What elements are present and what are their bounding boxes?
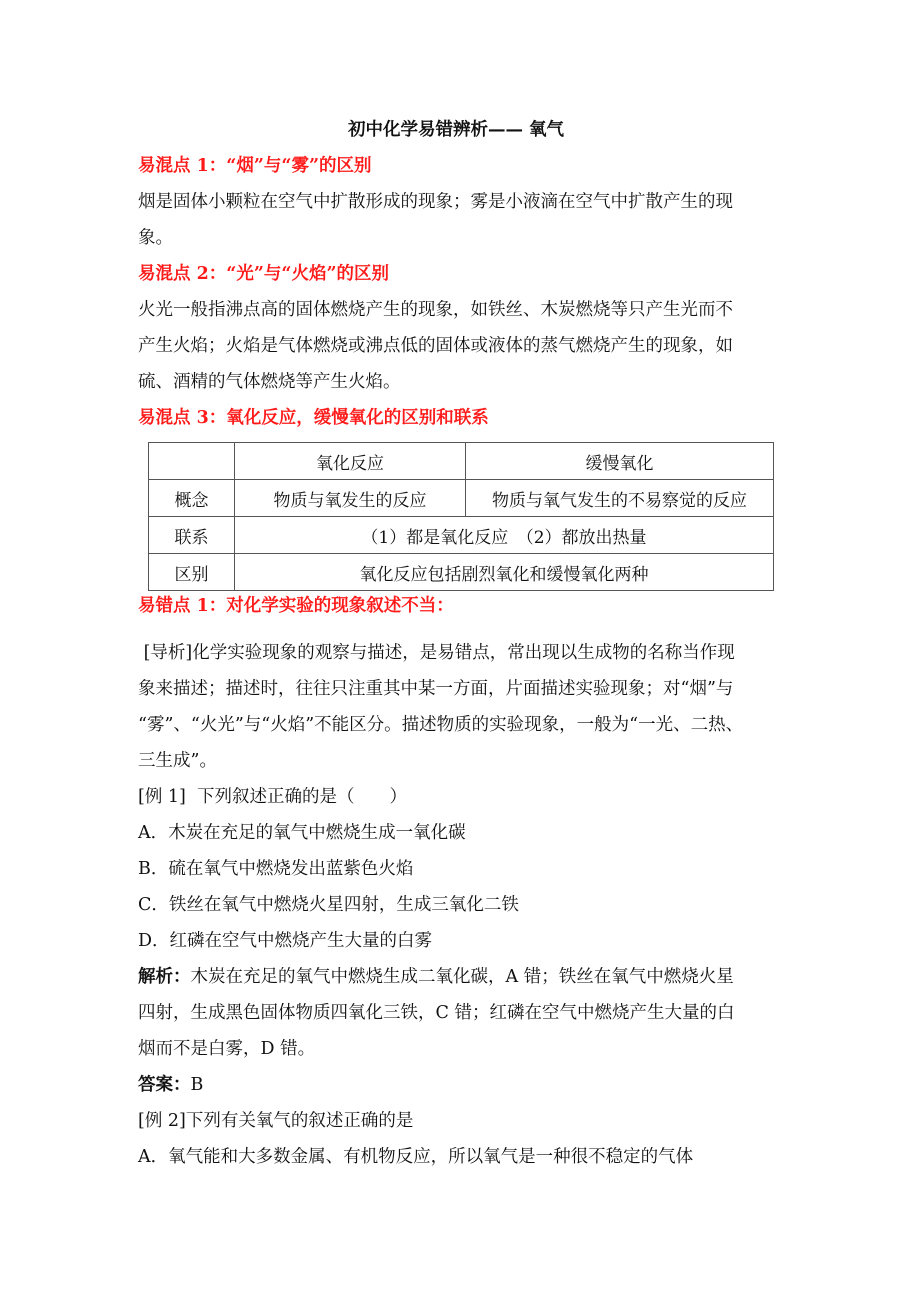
paragraph-line: [导析]化学实验现象的观察与描述，是易错点，常出现以生成物的名称当作现	[138, 643, 735, 663]
example-question: [例 1] 下列叙述正确的是（ ）	[138, 787, 407, 807]
table-cell: 物质与氧气发生的不易察觉的反应	[466, 480, 774, 517]
option-a: A．氧气能和大多数金属、有机物反应，所以氧气是一种很不稳定的气体	[138, 1147, 694, 1167]
table-row	[149, 554, 774, 591]
section-heading: 易错点 1：对化学实验的现象叙述不当：	[138, 596, 454, 616]
table-row	[149, 517, 774, 554]
row-label: 概念	[149, 480, 235, 517]
table-header-row	[149, 443, 774, 480]
paragraph-line: 三生成”。	[138, 751, 217, 771]
paragraph-line: 象来描述；描述时，往往只注重其中某一方面，片面描述实验现象；对“烟”与	[138, 679, 734, 699]
row-label: 区别	[149, 554, 235, 591]
analysis-line: 烟而不是白雾，D 错。	[138, 1039, 316, 1059]
table-cell: （1）都是氧化反应 （2）都放出热量	[235, 517, 774, 554]
document-page	[138, 112, 774, 1175]
option-c: C．铁丝在氧气中燃烧火星四射，生成三氧化二铁	[138, 895, 519, 915]
paragraph-line: 烟是固体小颗粒在空气中扩散形成的现象；雾是小液滴在空气中扩散产生的现	[138, 192, 733, 212]
paragraph-line: 产生火焰；火焰是气体燃烧或沸点低的固体或液体的蒸气燃烧产生的现象，如	[138, 336, 733, 356]
analysis-text: 木炭在充足的氧气中燃烧生成二氧化碳，A 错；铁丝在氧气中燃烧火星	[190, 967, 734, 987]
example-question: [例 2]下列有关氧气的叙述正确的是	[138, 1111, 414, 1131]
page-title: 初中化学易错辨析—— 氧气	[347, 120, 565, 140]
paragraph-line: 象。	[138, 228, 173, 248]
option-b: B．硫在氧气中燃烧发出蓝紫色火焰	[138, 859, 414, 879]
paragraph-line: 火光一般指沸点高的固体燃烧产生的现象，如铁丝、木炭燃烧等只产生光而不	[138, 300, 733, 320]
paragraph-line: 硫、酒精的气体燃烧等产生火焰。	[138, 372, 401, 392]
section-heading: 易混点 3：氧化反应，缓慢氧化的区别和联系	[138, 408, 489, 428]
table-header: 缓慢氧化	[466, 443, 774, 480]
analysis-line: 四射，生成黑色固体物质四氧化三铁，C 错；红磷在空气中燃烧产生大量的白	[138, 1003, 735, 1023]
analysis-label: 解析：	[138, 967, 191, 987]
answer-value: B	[190, 1075, 204, 1095]
section-heading: 易混点 2：“光”与“火焰”的区别	[138, 264, 390, 284]
table-cell: 氧化反应包括剧烈氧化和缓慢氧化两种	[235, 554, 774, 591]
analysis-line	[138, 959, 774, 995]
table-header: 氧化反应	[235, 443, 466, 480]
table-cell: 物质与氧发生的反应	[235, 480, 466, 517]
table-row	[149, 480, 774, 517]
table-cell	[149, 443, 235, 480]
paragraph-line: “雾”、“火光”与“火焰”不能区分。描述物质的实验现象，一般为“一光、二热、	[138, 715, 744, 735]
option-d: D．红磷在空气中燃烧产生大量的白雾	[138, 931, 433, 951]
section-heading: 易混点 1：“烟”与“雾”的区别	[138, 156, 372, 176]
answer-label: 答案：	[138, 1075, 191, 1095]
answer-line	[138, 1067, 774, 1103]
option-a: A．木炭在充足的氧气中燃烧生成一氧化碳	[138, 823, 466, 843]
comparison-table	[148, 442, 774, 591]
row-label: 联系	[149, 517, 235, 554]
